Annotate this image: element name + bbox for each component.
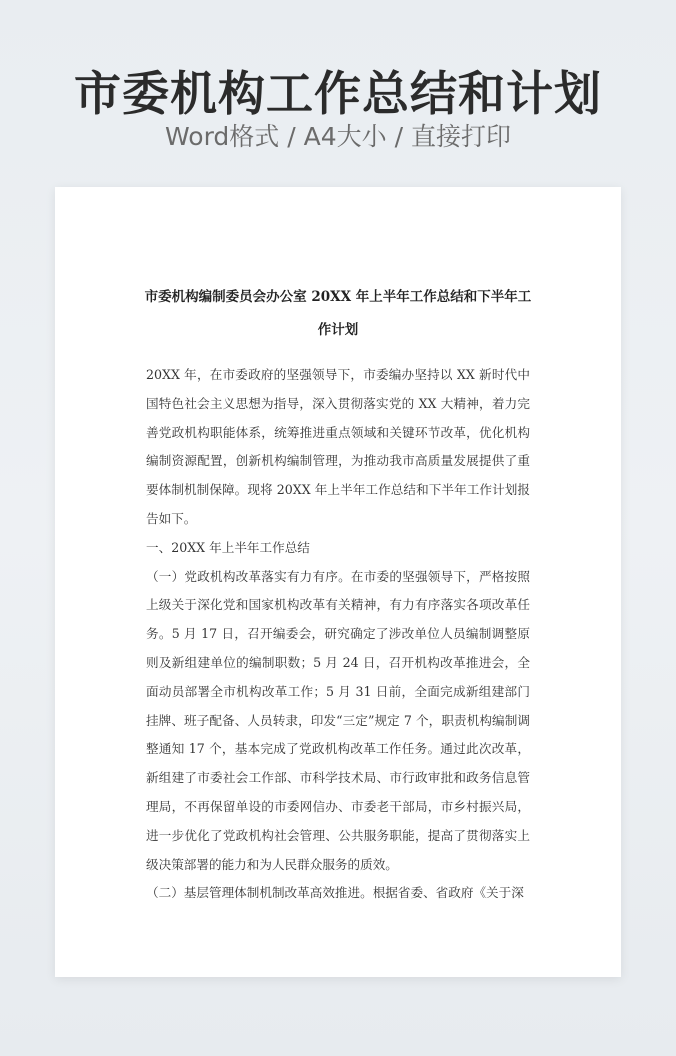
banner-title: 市委机构工作总结和计划 (74, 67, 602, 122)
body-paragraph: （一）党政机构改革落实有力有序。在市委的坚强领导下，严格按照上级关于深化党和国家机构改革有关精神，有力有序落实各项改革任务。5 月 17 日，召开编委会，研究确定了涉改单位人员编制调整原则及新组建单位的编制职数；5 月 24 日，召开机构改革推进会，全面动员部署全市机构改革工作；5 月 31 日前，全面完成新组建部门挂牌、班子配备、人员转隶，印发“三定”规定 7 个，职责机构编制调整通知 17 个，基本完成了党政机构改革工作任务。通过此次改革，新组建了市委社会工作部、市科学技术局、市行政审批和政务信息管理局，不再保留单设的市委网信办、市委老干部局，市乡村振兴局，进一步优化了党政机构社会管理、公共服务职能，提高了贯彻落实上级决策部署的能力和为人民群众服务的质效。 (146, 568, 530, 872)
banner-subtitle: Word格式 / A4大小 / 直接打印 (165, 122, 511, 151)
document-page (55, 187, 621, 977)
body-paragraph: （二）基层管理体制机制改革高效推进。根据省委、省政府《关于深 (146, 885, 524, 901)
section-heading: 一、20XX 年上半年工作总结 (146, 539, 310, 555)
document-body (146, 361, 530, 908)
intro-paragraph: 20XX 年，在市委政府的坚强领导下，市委编办坚持以 XX 新时代中国特色社会主义思想为指导，深入贯彻落实党的 XX 大精神，着力完善党政机构职能体系，统筹推进重点领域和关键环节改革，优化机构编制资源配置，创新机构编制管理，为推动我市高质量发展提供了重要体制机制保障。现将 20XX 年上半年工作总结和下半年工作计划报告如下。 (146, 367, 530, 526)
document-title: 市委机构编制委员会办公室 20XX 年上半年工作总结和下半年工作计划 (144, 289, 532, 338)
